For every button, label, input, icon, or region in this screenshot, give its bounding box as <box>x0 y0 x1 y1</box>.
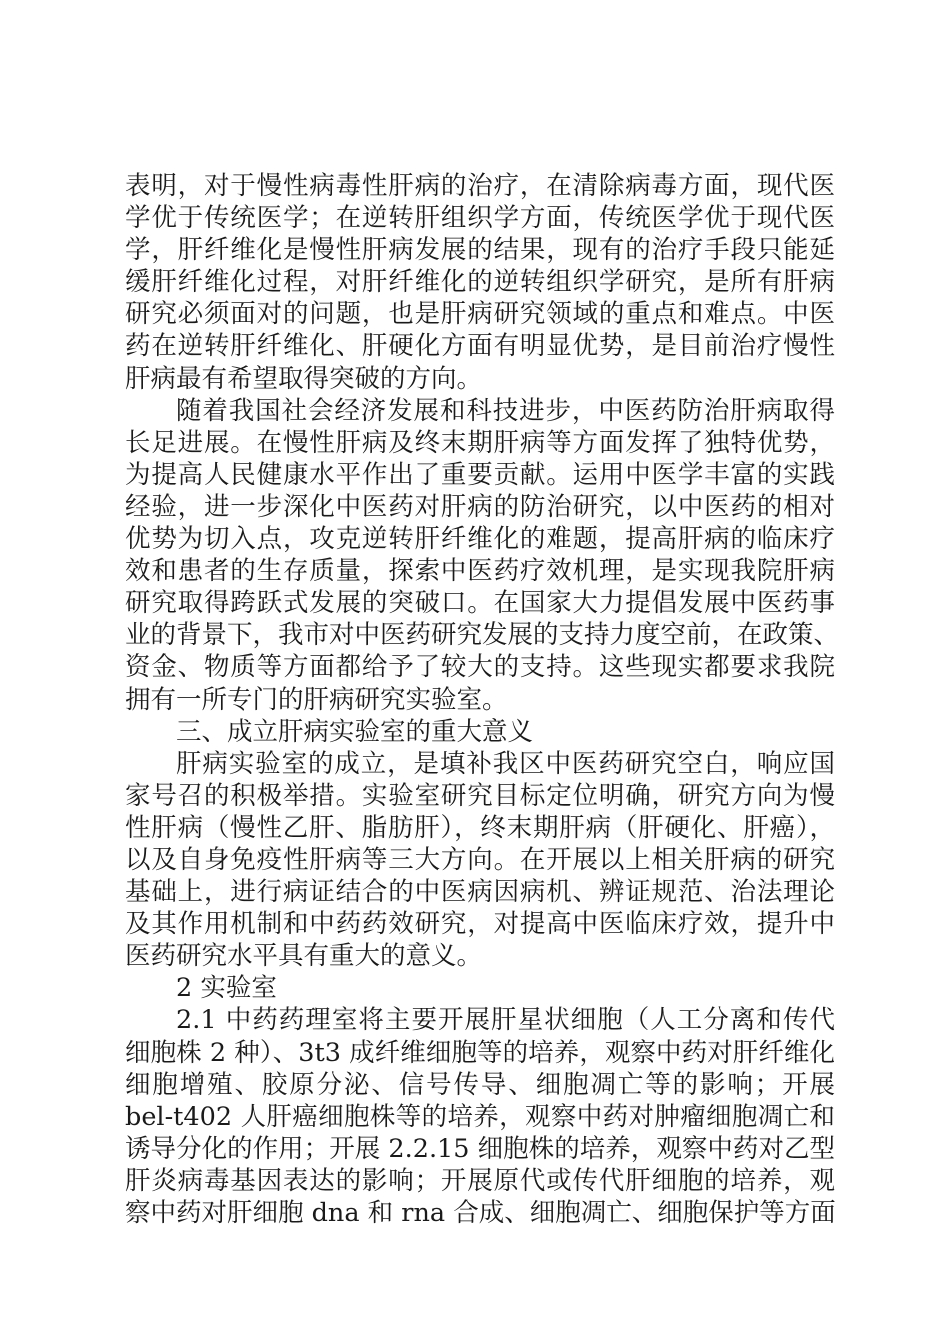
paragraph-development-background <box>125 395 840 716</box>
text-line: 长足进展。在慢性肝病及终末期肝病等方面发挥了独特优势， <box>125 427 835 458</box>
text-line: 拥有一所专门的肝病研究实验室。 <box>125 684 508 715</box>
text-line: 经验，进一步深化中医药对肝病的防治研究，以中医药的相对 <box>125 491 835 522</box>
section-heading: 三、成立肝病实验室的重大意义 <box>176 716 534 747</box>
text-line: 学优于传统医学；在逆转肝组织学方面，传统医学优于现代医 <box>125 203 835 234</box>
text-line: 缓肝纤维化过程，对肝纤维化的逆转组织学研究，是所有肝病 <box>125 267 835 298</box>
text-line: 效和患者的生存质量，探索中医药疗效机理，是实现我院肝病 <box>125 556 835 587</box>
text-line: 及其作用机制和中药药效研究，对提高中医临床疗效，提升中 <box>125 909 835 940</box>
text-line: 细胞株 2 种）、3t3 成纤维细胞等的培养，观察中药对肝纤维化 <box>125 1037 835 1068</box>
text-line: 察中药对肝细胞 dna 和 rna 合成、细胞凋亡、细胞保护等方面 <box>125 1198 836 1228</box>
text-line: 基础上，进行病证结合的中医病因病机、辨证规范、治法理论 <box>125 877 835 908</box>
text-line: 细胞增殖、胶原分泌、信号传导、细胞凋亡等的影响；开展 <box>125 1069 835 1100</box>
text-line: 肝病最有希望取得突破的方向。 <box>125 363 483 394</box>
text-line: 以及自身免疫性肝病等三大方向。在开展以上相关肝病的研究 <box>125 844 835 875</box>
text-line: 肝病实验室的成立，是填补我区中医药研究空白，响应国 <box>176 748 835 779</box>
text-line: 学，肝纤维化是慢性肝病发展的结果，现有的治疗手段只能延 <box>125 235 835 266</box>
text-line: 研究取得跨跃式发展的突破口。在国家大力提倡发展中医药事 <box>125 588 835 619</box>
text-line: 肝炎病毒基因表达的影响；开展原代或传代肝细胞的培养，观 <box>125 1165 835 1196</box>
paragraph-pharmacology-room <box>125 1004 835 1229</box>
text-line: 诱导分化的作用；开展 2.2.15 细胞株的培养，观察中药对乙型 <box>125 1133 835 1164</box>
text-line: 医药研究水平具有重大的意义。 <box>125 941 483 972</box>
text-line: 性肝病（慢性乙肝、脂肪肝），终末期肝病（肝硬化、肝癌）， <box>125 812 835 843</box>
text-line: 优势为切入点，攻克逆转肝纤维化的难题，提高肝病的临床疗 <box>125 524 835 555</box>
paragraph-chinese-vs-western-medicine <box>125 170 835 395</box>
text-line: bel-t402 人肝癌细胞株等的培养，观察中药对肿瘤细胞凋亡和 <box>125 1101 835 1132</box>
text-line: 药在逆转肝纤维化、肝硬化方面有明显优势，是目前治疗慢性 <box>125 331 835 362</box>
text-line: 业的背景下，我市对中医药研究发展的支持力度空前，在政策、 <box>125 620 840 651</box>
text-line: 资金、物质等方面都给予了较大的支持。这些现实都要求我院 <box>125 652 835 683</box>
text-line: 为提高人民健康水平作出了重要贡献。运用中医学丰富的实践 <box>125 459 835 490</box>
text-line: 2.1 中药药理室将主要开展肝星状细胞（人工分离和传代 <box>176 1005 835 1036</box>
section-heading: 2 实验室 <box>176 973 277 1004</box>
text-line: 家号召的积极举措。实验室研究目标定位明确，研究方向为慢 <box>125 780 835 811</box>
section-heading-laboratory <box>125 972 835 1004</box>
text-line: 随着我国社会经济发展和科技进步，中医药防治肝病取得 <box>176 395 835 426</box>
text-line: 表明，对于慢性病毒性肝病的治疗，在清除病毒方面，现代医 <box>125 171 835 201</box>
paragraph-lab-significance <box>125 748 835 973</box>
section-heading-significance <box>125 716 835 748</box>
document-body <box>125 170 840 1229</box>
text-line: 研究必须面对的问题，也是肝病研究领域的重点和难点。中医 <box>125 299 835 330</box>
